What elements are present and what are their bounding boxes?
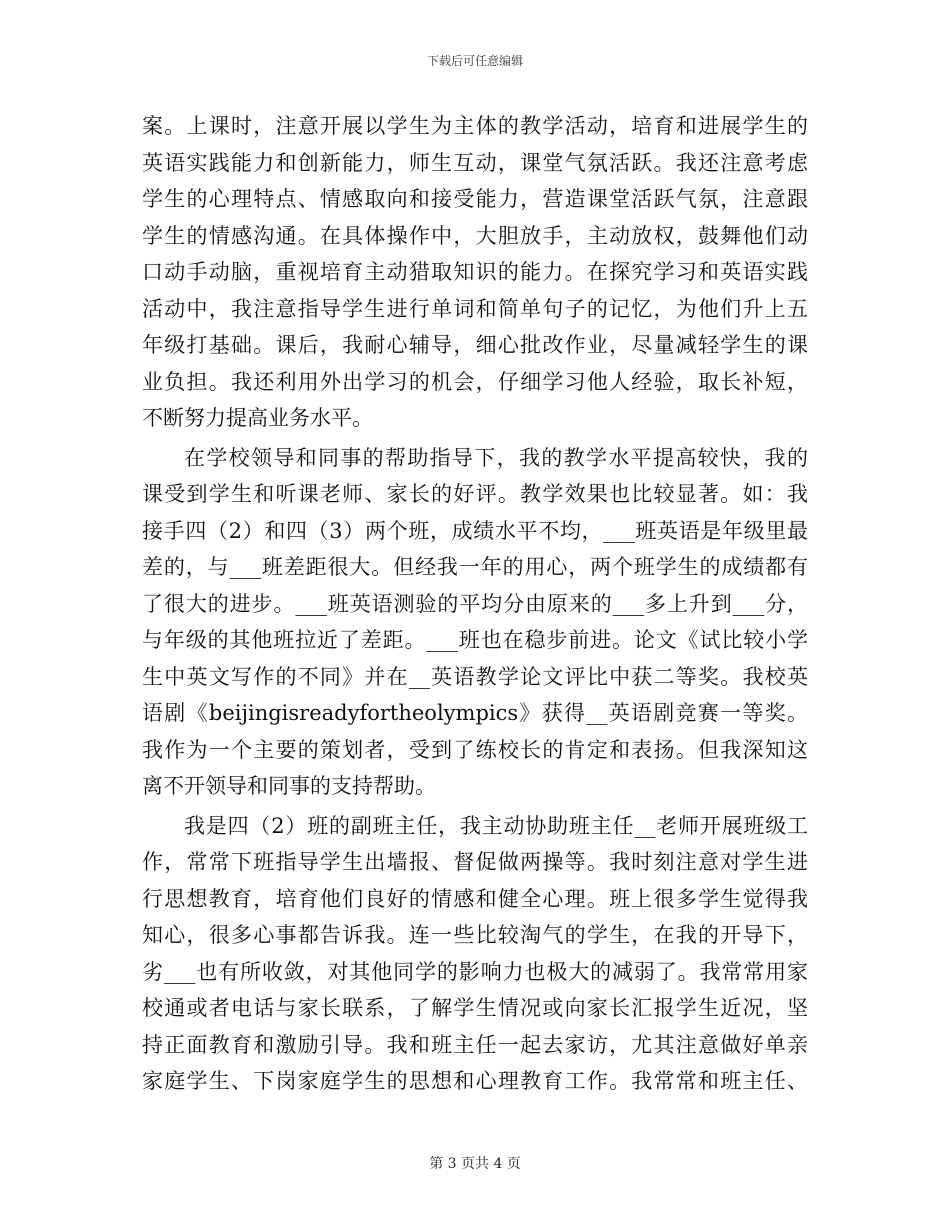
text-line: 学生的情感沟通。在具体操作中，大胆放手，主动放权，鼓舞他们动 (142, 223, 808, 248)
page-header: 下载后可任意编辑 (426, 54, 523, 68)
text-line: 知心，很多心事都告诉我。连一些比较淘气的学生，在我的开导下， (142, 923, 808, 947)
text-line: 学生的心理特点、情感取向和接受能力，营造课堂活跃气氛，注意跟 (142, 187, 808, 211)
text-line: 我作为一个主要的策划者，受到了练校长的肯定和表扬。但我深知这 (142, 737, 808, 762)
paragraph-3 (142, 808, 808, 1100)
text-line: 持正面教育和激励引导。我和班主任一起去家访，尤其注意做好单亲 (142, 1032, 808, 1057)
text-line: 活动中，我注意指导学生进行单词和简单句子的记忆，为他们升上五 (142, 296, 808, 321)
text-line: 年级打基础。课后，我耐心辅导，细心批改作业，尽量减轻学生的课 (142, 333, 808, 357)
text-line: 课受到学生和听课老师、家长的好评。教学效果也比较显著。如：我 (142, 482, 808, 506)
paragraph-2 (142, 440, 808, 805)
text-line: 家庭学生、下岗家庭学生的思想和心理教育工作。我常常和班主任、 (142, 1069, 808, 1093)
text-line: 我是四（2）班的副班主任，我主动协助班主任__老师开展班级工 (184, 813, 808, 838)
text-line: 接手四（2）和四（3）两个班，成绩水平不均，___班英语是年级里最 (142, 518, 808, 543)
text-line: 语剧《beijingisreadyfortheolympics》获得__英语剧竞赛一等奖。 (142, 701, 808, 725)
text-line: 劣___也有所收敛，对其他同学的影响力也极大的减弱了。我常常用家 (142, 959, 808, 984)
text-line: 英语实践能力和创新能力，师生互动，课堂气氛活跃。我还注意考虑 (142, 150, 808, 175)
text-line: 在学校领导和同事的帮助指导下，我的教学水平提高较快，我的 (184, 445, 808, 470)
text-line: 口动手动脑，重视培育主动猎取知识的能力。在探究学习和英语实践 (142, 260, 808, 284)
text-line: 生中英文写作的不同》并在__英语教学论文评比中获二等奖。我校英 (142, 664, 808, 689)
paragraph-1 (142, 108, 808, 437)
text-line: 差的，与___班差距很大。但经我一年的用心，两个班学生的成绩都有 (142, 555, 808, 579)
document-body (142, 108, 808, 1100)
text-line: 案。上课时，注意开展以学生为主体的教学活动，培育和进展学生的 (142, 114, 808, 138)
text-line: 不断努力提高业务水平。 (142, 406, 373, 430)
text-line: 行思想教育，培育他们良好的情感和健全心理。班上很多学生觉得我 (142, 886, 808, 911)
page-number: 第 3 页共 4 页 (429, 1156, 521, 1172)
text-line: 作，常常下班指导学生出墙报、督促做两操等。我时刻注意对学生进 (142, 850, 808, 874)
text-line: 了很大的进步。___班英语测验的平均分由原来的___多上升到___分， (142, 591, 808, 616)
text-line: 业负担。我还利用外出学习的机会，仔细学习他人经验，取长补短， (142, 369, 808, 394)
text-line: 与年级的其他班拉近了差距。___班也在稳步前进。论文《试比较小学 (142, 628, 808, 652)
text-line: 校通或者电话与家长联系，了解学生情况或向家长汇报学生近况，坚 (142, 996, 808, 1020)
text-line: 离不开领导和同事的支持帮助。 (142, 774, 436, 798)
